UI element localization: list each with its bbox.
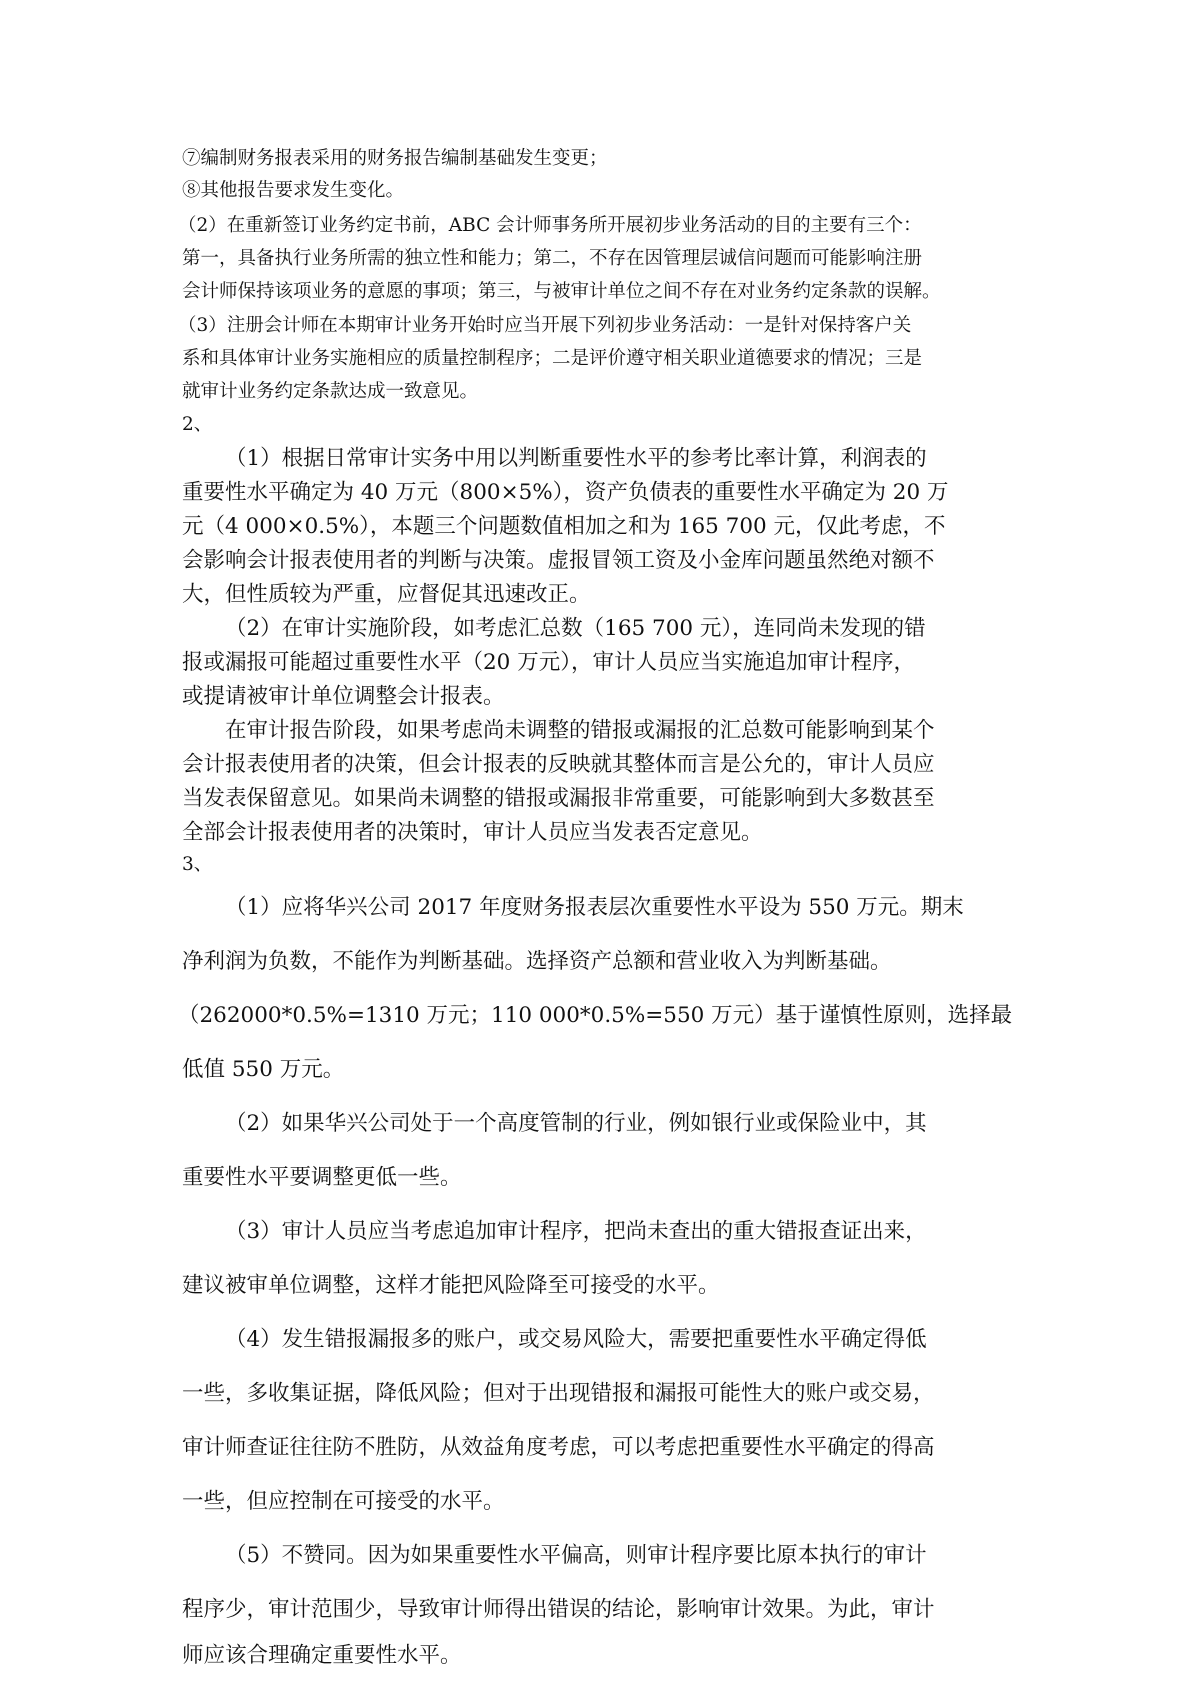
text-line: 一些，但应控制在可接受的水平。 — [182, 1489, 505, 1514]
text-line: 程序少，审计范围少，导致审计师得出错误的结论，影响审计效果。为此，审计 — [182, 1597, 935, 1622]
text-line: （4）发生错报漏报多的账户，或交易风险大，需要把重要性水平确定得低 — [225, 1327, 927, 1352]
text-line: （1）根据日常审计实务中用以判断重要性水平的参考比率计算，利润表的 — [225, 446, 927, 471]
text-line: 重要性水平确定为 40 万元（800×5%），资产负债表的重要性水平确定为 20 万 — [182, 480, 949, 505]
text-line: 全部会计报表使用者的决策时，审计人员应当发表否定意见。 — [182, 820, 763, 845]
text-line: 在审计报告阶段，如果考虑尚未调整的错报或漏报的汇总数可能影响到某个 — [225, 718, 935, 743]
text-line: （3）注册会计师在本期审计业务开始时应当开展下列初步业务活动：一是针对保持客户关 — [178, 315, 912, 336]
text-line: 就审计业务约定条款达成一致意见。 — [182, 381, 479, 402]
text-line: 系和具体审计业务实施相应的质量控制程序；二是评价遵守相关职业道德要求的情况；三是 — [182, 348, 923, 369]
text-line: 或提请被审计单位调整会计报表。 — [182, 684, 505, 709]
section-number: 3、 — [182, 854, 213, 875]
text-line: （2）如果华兴公司处于一个高度管制的行业，例如银行业或保险业中，其 — [225, 1111, 927, 1136]
text-line: 审计师查证往往防不胜防，从效益角度考虑，可以考虑把重要性水平确定的得高 — [182, 1435, 935, 1460]
text-line: 低值 550 万元。 — [182, 1057, 345, 1082]
text-line: 第一，具备执行业务所需的独立性和能力；第二，不存在因管理层诚信问题而可能影响注册 — [182, 248, 923, 269]
text-line: 报或漏报可能超过重要性水平（20 万元），审计人员应当实施追加审计程序， — [182, 650, 915, 675]
section-number: 2、 — [182, 414, 213, 435]
text-line: 会影响会计报表使用者的判断与决策。虚报冒领工资及小金库问题虽然绝对额不 — [182, 548, 935, 573]
text-line: 一些，多收集证据，降低风险；但对于出现错报和漏报可能性大的账户或交易， — [182, 1381, 935, 1406]
text-line: （2）在重新签订业务约定书前，ABC 会计师事务所开展初步业务活动的目的主要有三个： — [178, 215, 922, 236]
text-line: 当发表保留意见。如果尚未调整的错报或漏报非常重要，可能影响到大多数甚至 — [182, 786, 935, 811]
text-line: （3）审计人员应当考虑追加审计程序，把尚未查出的重大错报查证出来， — [225, 1219, 927, 1244]
text-line: 重要性水平要调整更低一些。 — [182, 1165, 462, 1190]
text-line: ⑦编制财务报表采用的财务报告编制基础发生变更； — [182, 148, 608, 169]
text-line: ⑧其他报告要求发生变化。 — [182, 180, 405, 201]
text-line: （5）不赞同。因为如果重要性水平偏高，则审计程序要比原本执行的审计 — [225, 1543, 927, 1568]
text-line: 大，但性质较为严重，应督促其迅速改正。 — [182, 582, 591, 607]
text-line: （2）在审计实施阶段，如考虑汇总数（165 700 元），连同尚未发现的错 — [225, 616, 926, 641]
text-line: 元（4 000×0.5%），本题三个问题数值相加之和为 165 700 元，仅此考虑，不 — [182, 514, 946, 539]
text-line: 师应该合理确定重要性水平。 — [182, 1643, 462, 1668]
text-line: （1）应将华兴公司 2017 年度财务报表层次重要性水平设为 550 万元。期末 — [225, 895, 964, 920]
text-line: （262000*0.5%=1310 万元；110 000*0.5%=550 万元）基于谨慎性原则，选择最 — [178, 1003, 1013, 1028]
text-line: 会计师保持该项业务的意愿的事项；第三，与被审计单位之间不存在对业务约定条款的误解。 — [182, 281, 941, 302]
text-line: 会计报表使用者的决策，但会计报表的反映就其整体而言是公允的，审计人员应 — [182, 752, 935, 777]
text-line: 建议被审单位调整，这样才能把风险降至可接受的水平。 — [182, 1273, 720, 1298]
text-line: 净利润为负数，不能作为判断基础。选择资产总额和营业收入为判断基础。 — [182, 949, 892, 974]
